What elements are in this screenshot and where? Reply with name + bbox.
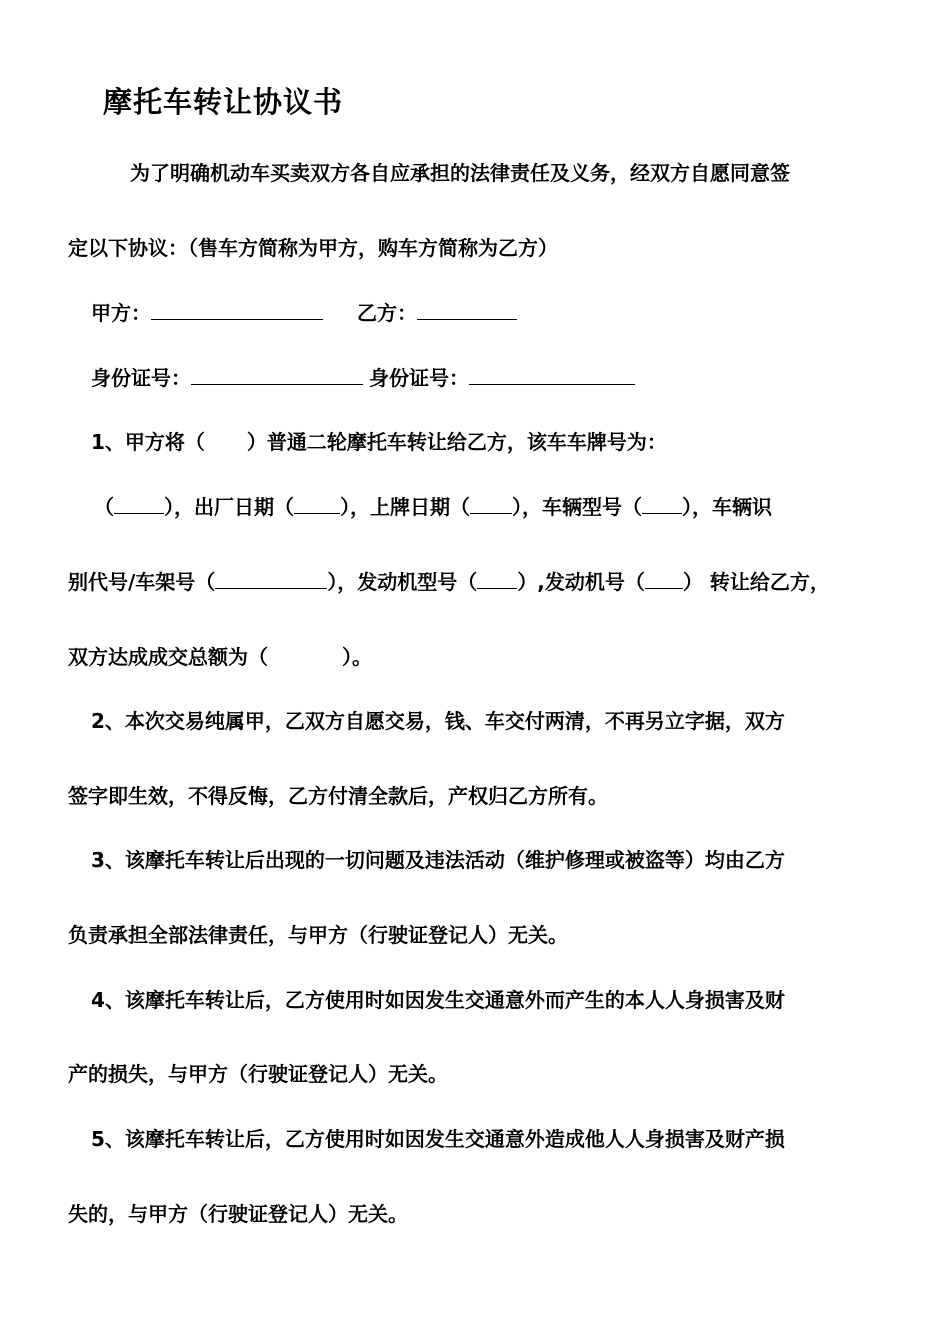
clause-1-line-3 (68, 569, 830, 595)
party-b-blank (417, 301, 517, 320)
clause-1-text-a: 1、甲方将（ (91, 430, 205, 454)
party-b-label: 乙方： (357, 301, 417, 325)
id-b-blank (469, 366, 635, 385)
vin-label-start: ），车辆识 (682, 495, 772, 519)
model-label: ），车辆型号（ (512, 495, 642, 519)
id-a-blank (191, 366, 363, 385)
intro-line-1: 为了明确机动车买卖双方各自应承担的法律责任及义务，经双方自愿同意签 (130, 161, 790, 185)
clause-1-line-1 (91, 429, 667, 455)
party-a-label: 甲方： (91, 301, 151, 325)
vin-label: 别代号/车架号（ (68, 570, 216, 594)
reg-date-blank (470, 495, 512, 514)
model-blank (642, 495, 682, 514)
id-b-label: 身份证号： (369, 366, 469, 390)
plate-blank (114, 495, 164, 514)
clause-1-line-2 (94, 494, 772, 520)
party-a-blank (151, 301, 323, 320)
transfer-text: ） 转让给乙方， (682, 570, 830, 594)
total-amount-label: 双方达成成交总额为（ (68, 645, 268, 669)
clause-3-line-1: 3、该摩托车转让后出现的一切问题及违法活动（维护修理或被盗等）均由乙方 (91, 848, 785, 872)
clause-1-line-4 (68, 644, 372, 670)
clause-5-line-2: 失的，与甲方（行驶证登记人）无关。 (68, 1202, 408, 1226)
clause-1-text-b: ）普通二轮摩托车转让给乙方，该车车牌号为： (246, 430, 667, 454)
total-amount-close: ）。 (342, 645, 372, 669)
clause-4-line-2: 产的损失，与甲方（行驶证登记人）无关。 (68, 1062, 448, 1086)
engine-number-label: ）,发动机号（ (517, 570, 645, 594)
vin-blank (215, 570, 327, 589)
reg-date-label: ），上牌日期（ (340, 495, 470, 519)
clause-3-line-2: 负责承担全部法律责任，与甲方（行驶证登记人）无关。 (68, 923, 568, 947)
id-a-label: 身份证号： (91, 366, 191, 390)
id-line (91, 365, 635, 391)
engine-model-blank (477, 570, 517, 589)
mfg-date-label: ），出厂日期（ (164, 495, 294, 519)
clause-2-line-2: 签字即生效，不得反悔，乙方付清全款后，产权归乙方所有。 (68, 784, 608, 808)
engine-number-blank (645, 570, 683, 589)
plate-open: （ (94, 495, 114, 519)
document-title: 摩托车转让协议书 (103, 85, 344, 119)
party-line (91, 300, 517, 326)
mfg-date-blank (294, 495, 340, 514)
clause-2-line-1: 2、本次交易纯属甲，乙双方自愿交易，钱、车交付两清，不再另立字据，双方 (91, 709, 785, 733)
clause-4-line-1: 4、该摩托车转让后，乙方使用时如因发生交通意外而产生的本人人身损害及财 (91, 988, 785, 1012)
intro-line-2: 定以下协议：（售车方简称为甲方，购车方简称为乙方） (68, 236, 558, 260)
engine-model-label: ），发动机型号（ (327, 570, 478, 594)
clause-5-line-1: 5、该摩托车转让后，乙方使用时如因发生交通意外造成他人人身损害及财产损 (91, 1127, 785, 1151)
